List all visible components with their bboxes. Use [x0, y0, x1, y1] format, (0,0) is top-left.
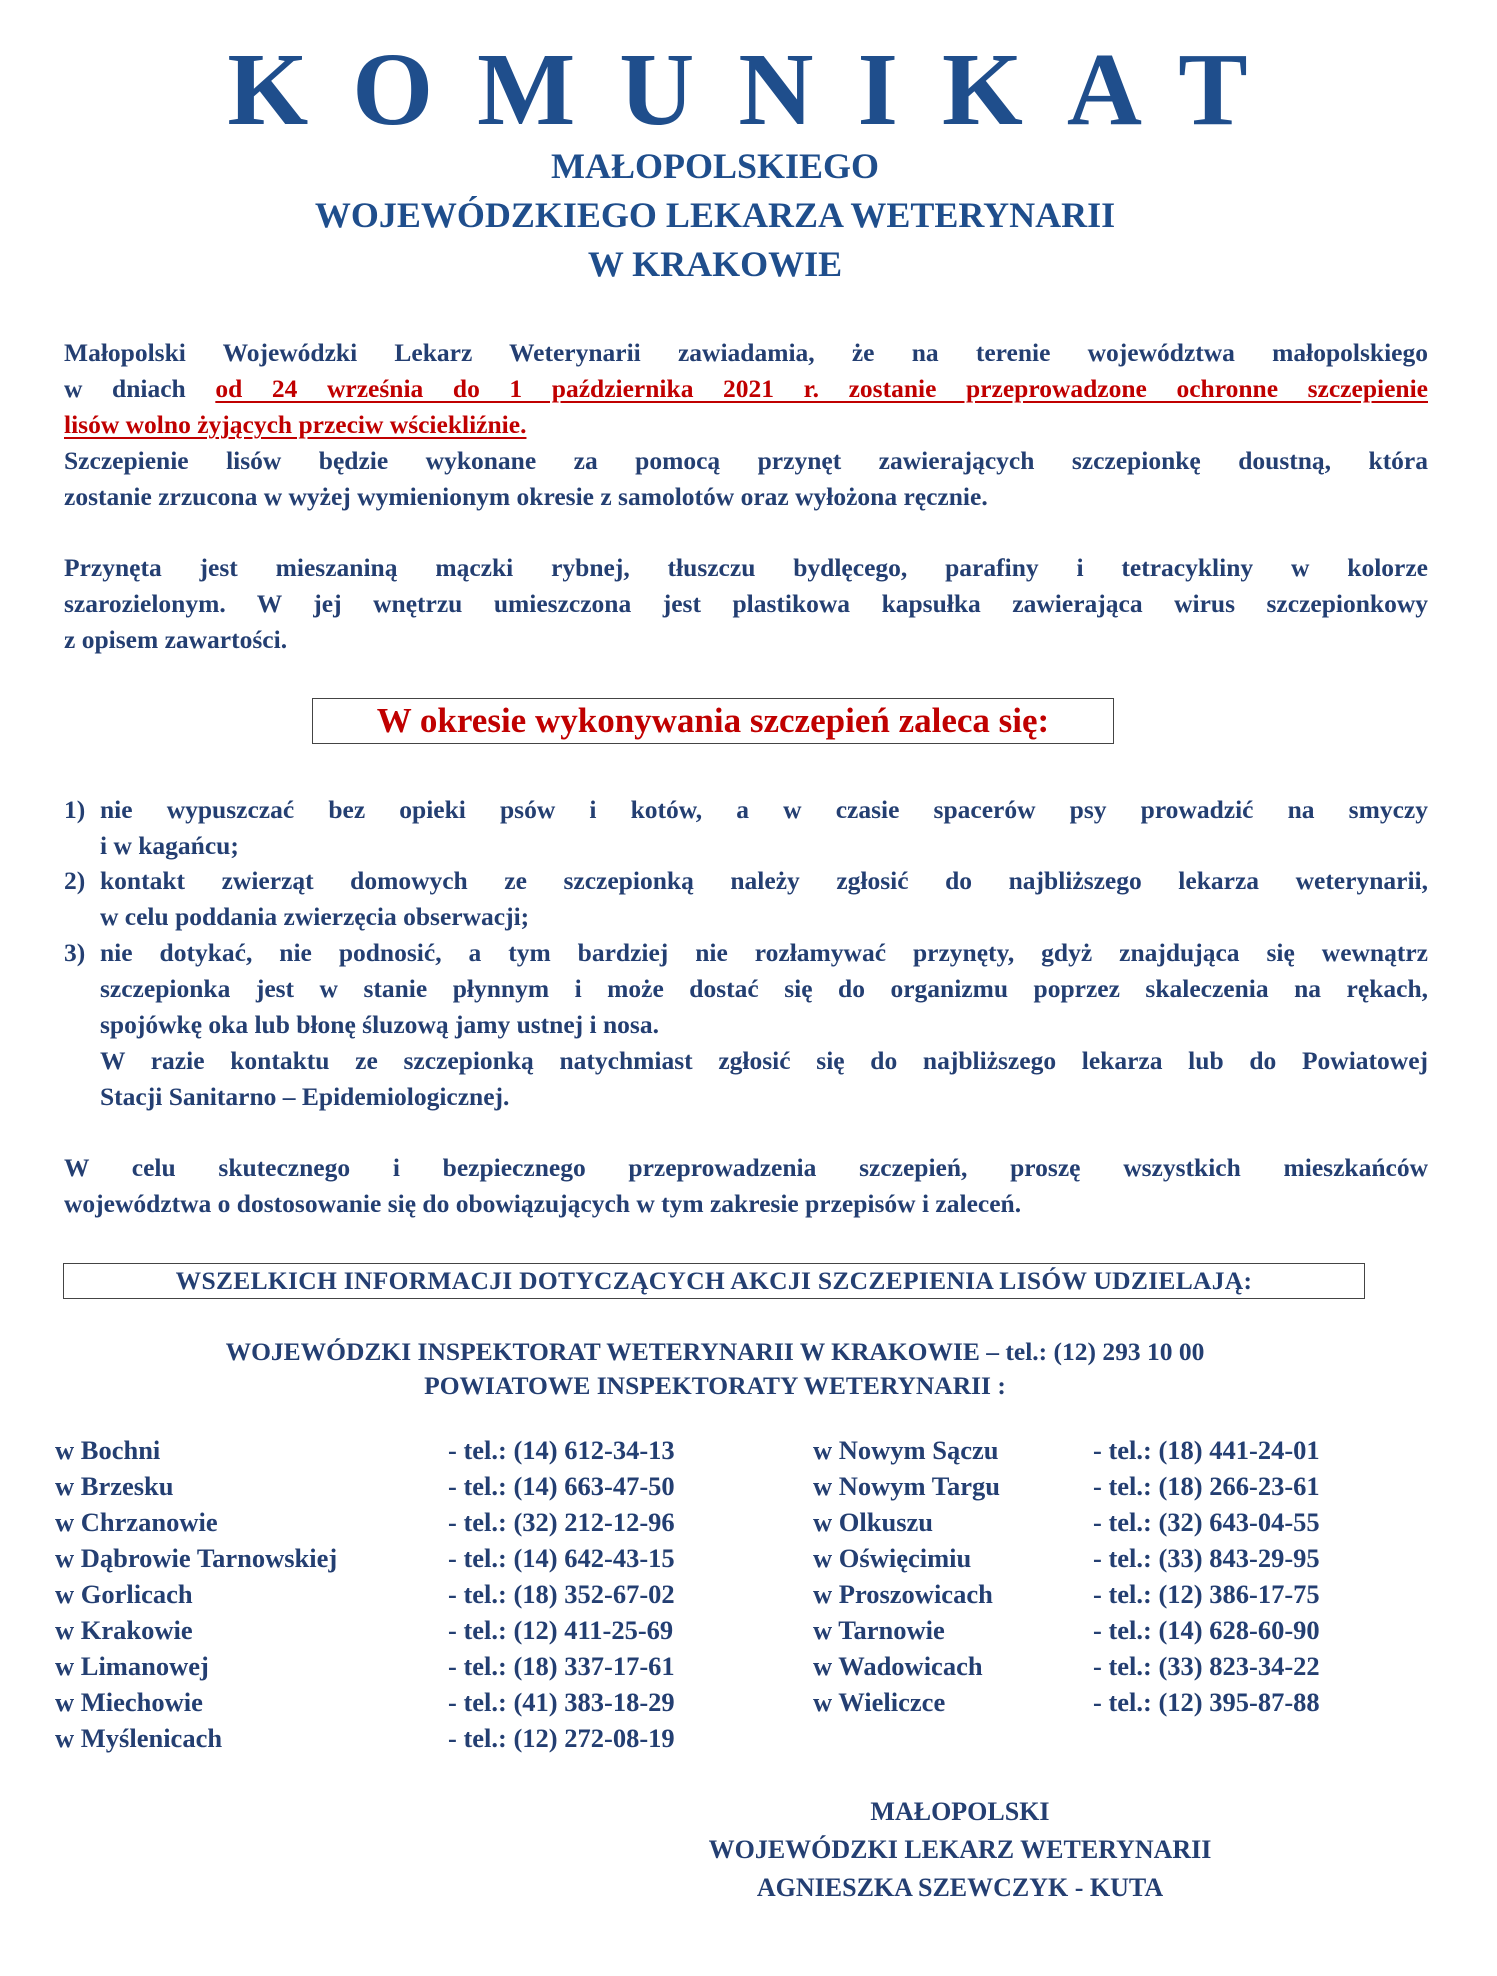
office-place: w Nowym Sączu — [813, 1435, 999, 1465]
recommendations-heading: W okresie wykonywania szczepień zaleca się: — [312, 698, 1114, 744]
office-place: w Nowym Targu — [813, 1471, 1001, 1501]
info-heading: WSZELKICH INFORMACJI DOTYCZĄCYCH AKCJI SZCZEPIENIA LISÓW UDZIELAJĄ: — [63, 1263, 1365, 1299]
office-place: w Proszowicach — [813, 1579, 993, 1609]
recommendation-3-number: 3) — [64, 938, 86, 967]
office-place: w Limanowej — [55, 1651, 209, 1681]
signature-line-2: WOJEWÓDZKI LEKARZ WETERYNARII — [708, 1835, 1212, 1864]
district-inspectorates-heading: POWIATOWE INSPEKTORATY WETERYNARII : — [424, 1371, 1006, 1400]
recommendation-2 — [64, 863, 1428, 935]
recommendation-3-line-1: nie dotykać, nie podnosić, a tym bardziej nie rozłamywać przynęty, gdyż znajdująca się wewnątrz — [100, 938, 1428, 967]
office-phone: - tel.: (12) 411-25-69 — [448, 1615, 674, 1645]
office-phone: - tel.: (12) 395-87-88 — [1093, 1687, 1320, 1717]
office-row — [813, 1684, 1433, 1720]
office-row — [813, 1432, 1433, 1468]
intro-line-1: Małopolski Wojewódzki Lekarz Weterynarii zawiadamia, że na terenie województwa małopolskiego — [64, 338, 1428, 367]
office-row — [813, 1612, 1433, 1648]
office-place: w Dąbrowie Tarnowskiej — [55, 1543, 338, 1573]
office-row — [55, 1432, 755, 1468]
subtitle-line-3: W KRAKOWIE — [587, 244, 843, 284]
intro-line-5: zostanie zrzucona w wyżej wymienionym okresie z samolotów oraz wyłożona ręcznie. — [64, 482, 988, 511]
bait-paragraph — [64, 550, 1428, 658]
recommendation-1-line-1: nie wypuszczać bez opieki psów i kotów, a w czasie spacerów psy prowadzić na smyczy — [100, 795, 1428, 824]
office-row — [813, 1648, 1433, 1684]
office-row — [813, 1468, 1433, 1504]
bait-line-2: szarozielonym. W jej wnętrzu umieszczona jest plastikowa kapsułka zawierająca wirus szczepionkowy — [64, 589, 1428, 618]
office-phone: - tel.: (14) 642-43-15 — [448, 1543, 675, 1573]
office-phone: - tel.: (32) 643-04-55 — [1093, 1507, 1320, 1537]
office-phone: - tel.: (14) 663-47-50 — [448, 1471, 675, 1501]
office-row — [55, 1468, 755, 1504]
office-phone: - tel.: (18) 441-24-01 — [1093, 1435, 1320, 1465]
office-row — [813, 1576, 1433, 1612]
appeal-line-2: województwa o dostosowanie się do obowiązujących w tym zakresie przepisów i zaleceń. — [64, 1189, 1022, 1218]
recommendation-2-number: 2) — [64, 866, 86, 895]
office-phone: - tel.: (41) 383-18-29 — [448, 1687, 675, 1717]
recommendation-3-line-2: szczepionka jest w stanie płynnym i może dostać się do organizmu poprzez skaleczenia na rękach, — [100, 974, 1428, 1003]
intro-line-3 — [64, 407, 1428, 443]
recommendation-1-number: 1) — [64, 795, 86, 824]
recommendation-2-line-2: w celu poddania zwierzęcia obserwacji; — [100, 902, 530, 931]
office-place: w Wadowicach — [813, 1651, 983, 1681]
contact-note — [64, 1043, 1428, 1115]
office-place: w Oświęcimiu — [813, 1543, 972, 1573]
office-phone: - tel.: (32) 212-12-96 — [448, 1507, 675, 1537]
office-row — [55, 1576, 755, 1612]
office-phone: - tel.: (14) 628-60-90 — [1093, 1615, 1320, 1645]
office-place: w Miechowie — [55, 1687, 203, 1717]
office-row — [55, 1648, 755, 1684]
office-place: w Bochni — [55, 1435, 161, 1465]
office-phone: - tel.: (14) 612-34-13 — [448, 1435, 675, 1465]
subtitle-line-2: WOJEWÓDZKIEGO LEKARZA WETERYNARII — [314, 195, 1116, 235]
office-row — [55, 1504, 755, 1540]
office-place: w Krakowie — [55, 1615, 193, 1645]
office-place: w Tarnowie — [813, 1615, 945, 1645]
bait-line-1: Przynęta jest mieszaniną mączki rybnej, tłuszczu bydlęcego, parafiny i tetracykliny w kolorze — [64, 553, 1428, 582]
recommendation-3-line-3: spojówkę oka lub błonę śluzową jamy ustnej i nosa. — [100, 1010, 659, 1039]
office-place: w Gorlicach — [55, 1579, 193, 1609]
office-row — [55, 1540, 755, 1576]
signature-line-3: AGNIESZKA SZEWCZYK - KUTA — [756, 1873, 1164, 1902]
bait-line-3: z opisem zawartości. — [64, 625, 288, 654]
vaccination-target-highlight: lisów wolno żyjących przeciw wściekliźnie. — [64, 410, 527, 439]
office-place: w Chrzanowie — [55, 1507, 218, 1537]
intro-line-2 — [64, 371, 1428, 407]
office-place: w Olkuszu — [813, 1507, 934, 1537]
recommendation-3 — [64, 935, 1428, 1043]
offices-left-column — [55, 1432, 755, 1756]
contact-note-line-2: Stacji Sanitarno – Epidemiologicznej. — [100, 1082, 510, 1111]
office-phone: - tel.: (18) 266-23-61 — [1093, 1471, 1320, 1501]
office-row — [813, 1540, 1433, 1576]
office-row — [55, 1612, 755, 1648]
office-row — [55, 1720, 755, 1756]
office-phone: - tel.: (12) 272-08-19 — [448, 1723, 675, 1753]
office-place: w Brzesku — [55, 1471, 174, 1501]
office-phone: - tel.: (33) 843-29-95 — [1093, 1543, 1320, 1573]
subtitle-line-1: MAŁOPOLSKIEGO — [550, 146, 880, 186]
office-phone: - tel.: (18) 337-17-61 — [448, 1651, 675, 1681]
recommendation-1 — [64, 792, 1428, 864]
office-row — [813, 1504, 1433, 1540]
voivodeship-inspectorate-line: WOJEWÓDZKI INSPEKTORAT WETERYNARII W KRAKOWIE – tel.: (12) 293 10 00 — [225, 1337, 1205, 1366]
office-phone: - tel.: (18) 352-67-02 — [448, 1579, 675, 1609]
office-place: w Wieliczce — [813, 1687, 946, 1717]
intro-paragraph — [64, 335, 1428, 515]
recommendation-2-line-1: kontakt zwierząt domowych ze szczepionką należy zgłosić do najbliższego lekarza weterynarii, — [100, 866, 1428, 895]
document-title: KOMUNIKAT — [227, 32, 1292, 147]
recommendation-1-line-2: i w kagańcu; — [100, 831, 239, 860]
intro-line-4: Szczepienie lisów będzie wykonane za pomocą przynęt zawierających szczepionkę doustną, która — [64, 446, 1428, 475]
appeal-line-1: W celu skutecznego i bezpiecznego przeprowadzenia szczepień, proszę wszystkich mieszkańców — [64, 1153, 1428, 1182]
appeal-paragraph — [64, 1150, 1428, 1222]
office-place: w Myślenicach — [55, 1723, 223, 1753]
office-row — [55, 1684, 755, 1720]
signature-line-1: MAŁOPOLSKI — [870, 1797, 1050, 1826]
office-phone: - tel.: (33) 823-34-22 — [1093, 1651, 1320, 1681]
contact-note-line-1: W razie kontaktu ze szczepionką natychmiast zgłosić się do najbliższego lekarza lub do Powiatowej — [100, 1046, 1428, 1075]
signature-block — [700, 1793, 1220, 1907]
office-phone: - tel.: (12) 386-17-75 — [1093, 1579, 1320, 1609]
intro-line-2-start: w dniach — [64, 374, 186, 403]
offices-right-column — [813, 1432, 1433, 1720]
vaccination-dates-highlight: od 24 września do 1 października 2021 r. zostanie przeprowadzone ochronne szczepienie — [215, 374, 1428, 403]
